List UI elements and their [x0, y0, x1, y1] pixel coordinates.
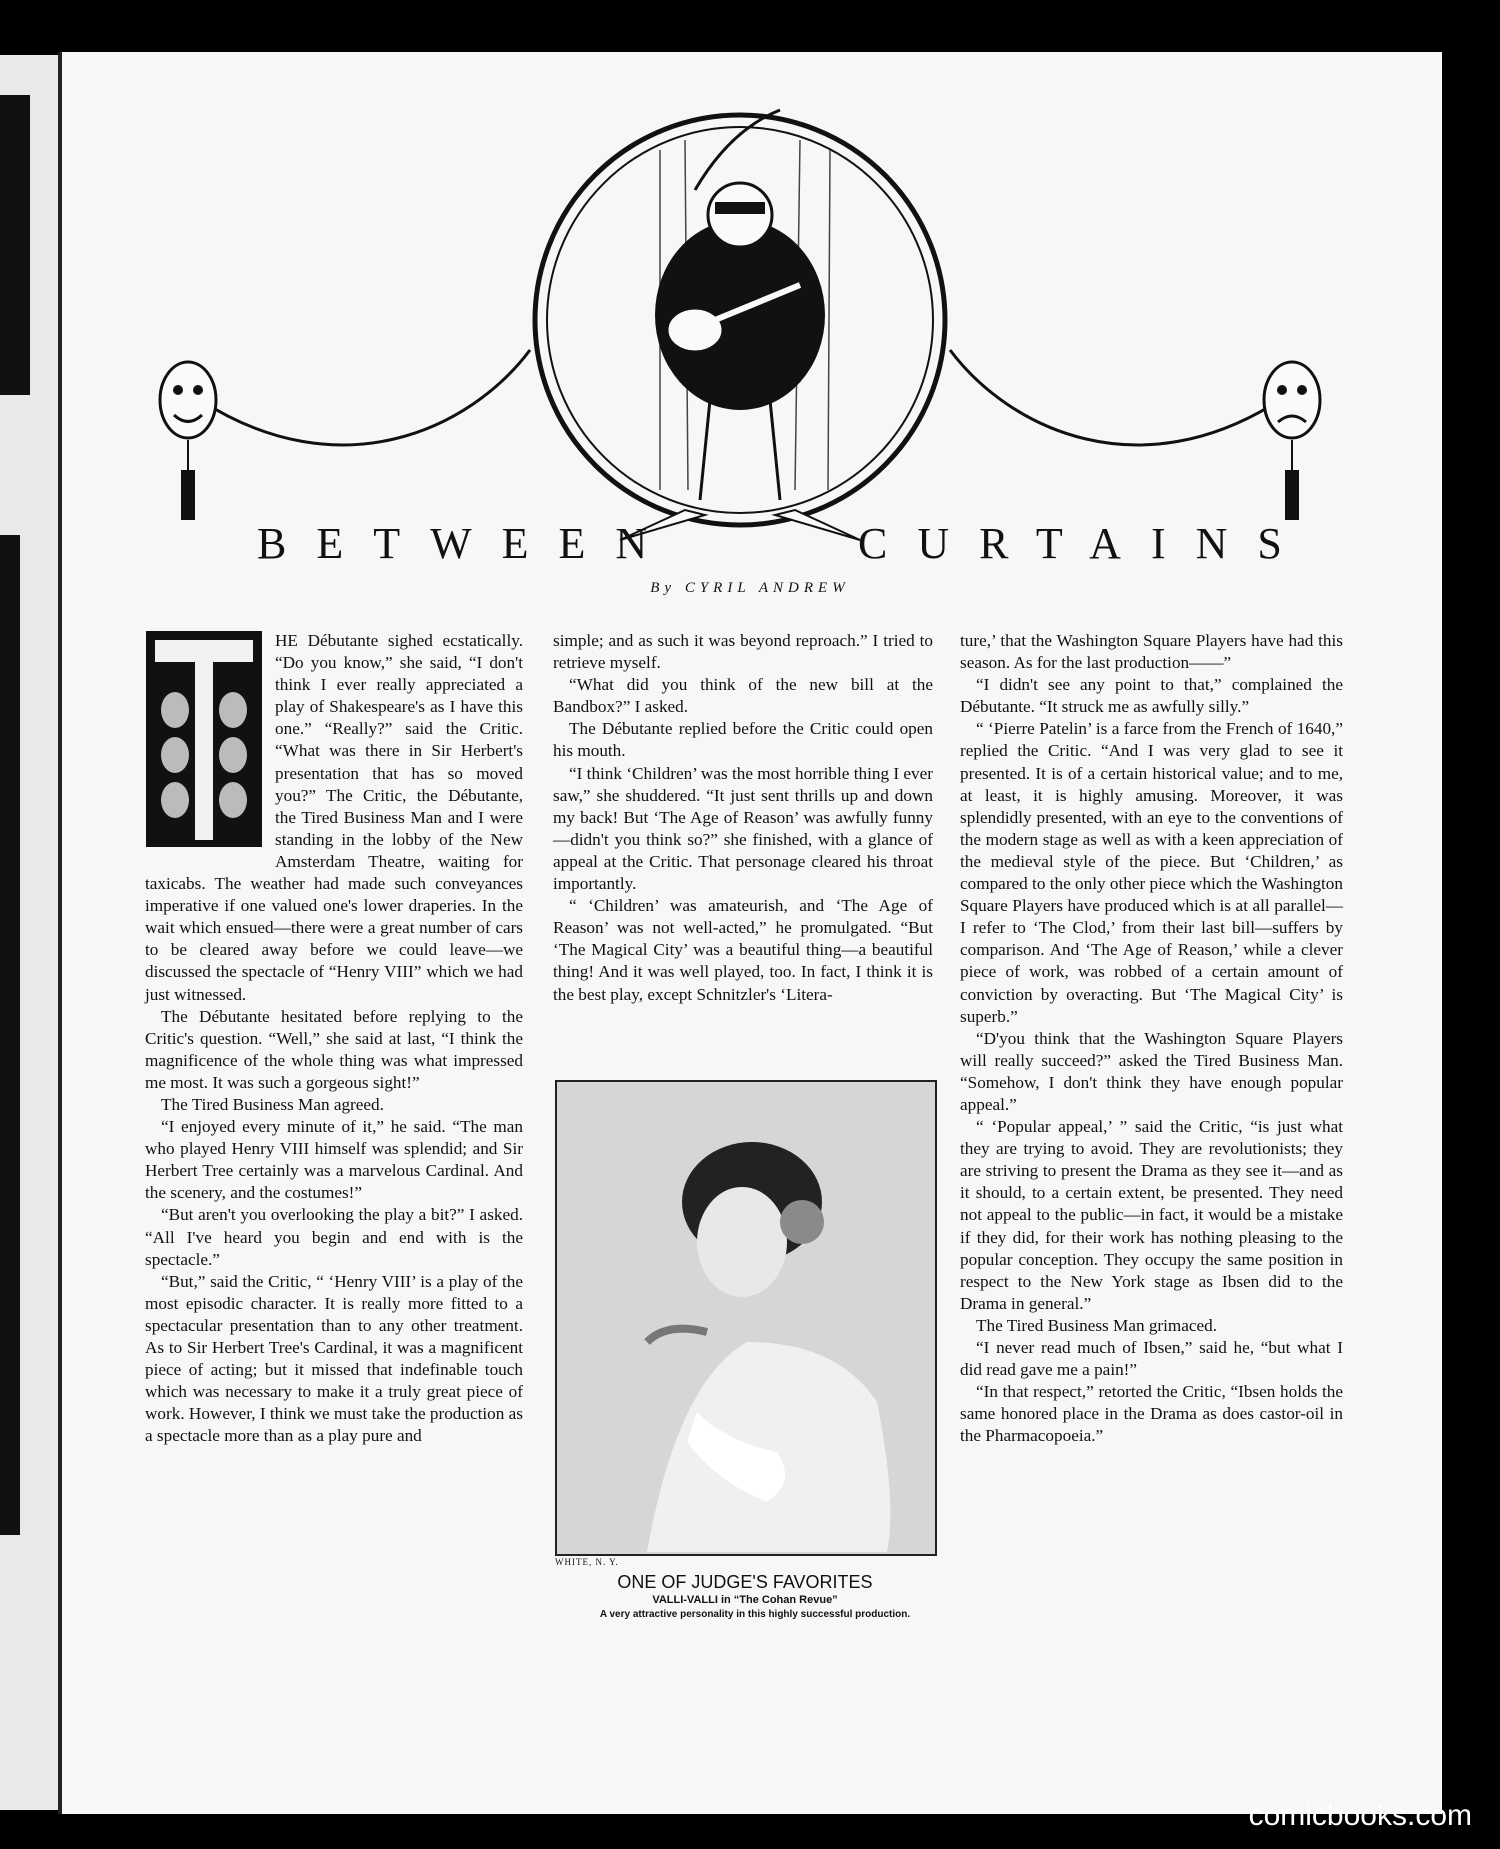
title-right: CURTAINS — [858, 519, 1312, 568]
caption-headline: ONE OF JUDGE'S FAVORITES — [617, 1572, 873, 1592]
paragraph: “But aren't you overlooking the play a bit?” I asked. “All I've heard you begin and end with is the spectacle.” — [145, 1205, 523, 1269]
paragraph: “In that respect,” retorted the Critic, “Ibsen holds the same honored place in the Drama as does castor-oil in the Pharmacopoeia.” — [960, 1382, 1343, 1446]
paragraph: “I didn't see any point to that,” complained the Débutante. “It struck me as awfully silly.” — [960, 675, 1343, 717]
paragraph: “D'you think that the Washington Square Players will really succeed?” asked the Tired Business Man. “Somehow, I don't think they have enough popular appeal.” — [960, 1028, 1343, 1114]
byline: By CYRIL ANDREW — [650, 580, 850, 596]
paragraph: “ ‘Pierre Patelin’ is a farce from the French of 1640,” replied the Critic. “And I was very glad to see it presented. It is of a certain historical value; and to me, at least, it is highly amusing. Moreover, it was splendidly presented, with an eye to the conventions of the modern stage as well as with a keen appreciation of the medieval style of the piece. But ‘Children,’ as compared to the only other piece which the Washington Square Players have produced which is at all parallel—I refer to ‘The Clod,’ from their last bill—suffers by comparison. And ‘The Age of Reason,’ while a clever piece of work, was robbed of a certain amount of conviction by overacting. But ‘The Magical City’ is superb.” — [960, 719, 1343, 1026]
paragraph: The Tired Business Man grimaced. — [976, 1315, 1218, 1335]
paragraph: “But,” said the Critic, “ ‘Henry VIII’ is a play of the most episodic character. It is really more fitted to a spectacular presentation than to any other treatment. As to Sir Herbert Tree's Cardinal, it was a magnificent piece of acting; but it missed that indefinable touch which was necessary to make it a truly great piece of work. However, I think we must take the production as a spectacle more than as a play pure and — [145, 1271, 523, 1446]
title-left: BETWEEN — [257, 519, 678, 568]
paragraph: ture,’ that the Washington Square Players have had this season. As for the last production——” — [960, 631, 1343, 673]
caption-subtitle: VALLI-VALLI in “The Cohan Revue” — [652, 1594, 838, 1606]
paragraph: “What did you think of the new bill at the Bandbox?” I asked. — [553, 675, 933, 717]
paragraph: The Tired Business Man agreed. — [161, 1094, 384, 1114]
paragraph: The Débutante replied before the Critic could open his mouth. — [553, 719, 933, 761]
paragraph: simple; and as such it was beyond reproach.” I tried to retrieve myself. — [553, 631, 933, 673]
column-1 — [145, 630, 523, 1447]
header-illustration — [140, 70, 1340, 590]
previous-page-edge — [0, 55, 58, 1810]
caption-description: A very attractive personality in this highly successful production. — [599, 1609, 911, 1620]
paragraph: HE Débutante sighed ecstatically. “Do you know,” she said, “I don't think I ever really appreciated a play of Shakespeare's as I have this one.” “Really?” said the Critic. “What was there in Sir Herbert's presentation that has so moved you?” The Critic, the Débutante, the Tired Business Man and I were standing in the lobby of the New Amsterdam Theatre, waiting for taxicabs. The weather had made such conveyances imperative if one valued one's lower draperies. In the wait which ensued—there were a great number of cars to be cleared away before we could leave—we discussed the spectacle of “Henry VIII” which we had just witnessed. — [145, 631, 523, 1004]
paragraph: “ ‘Popular appeal,’ ” said the Critic, “is just what they are trying to avoid. They are revolutionists; they are striving to present the Drama as they see it—and as it should, to a certain extent, be presented. They need not appeal to the public—in fact, it would be a mistake if they did, for their work has nothing pleasing to the popular conception. They occupy the same position in respect to the New York stage as Ibsen did to the Drama in general.” — [960, 1117, 1343, 1313]
column-2 — [553, 630, 933, 1006]
paragraph: “I enjoyed every minute of it,” he said. “The man who played Henry VIII himself was splendid; and Sir Herbert Tree certainly was a marvelous Cardinal. And the scenery, and the costumes!” — [145, 1117, 523, 1203]
paragraph: “I think ‘Children’ was the most horrible thing I ever saw,” she shuddered. “It just sent thrills up and down my back! But ‘The Age of Reason’ was awfully funny—didn't you think so?” she finished, with a glance of appeal at the Critic. That personage cleared his throat importantly. — [553, 763, 933, 894]
photo-credit: WHITE, N. Y. — [555, 1557, 619, 1567]
column-3 — [960, 630, 1343, 1447]
paragraph: “ ‘Children’ was amateurish, and ‘The Age of Reason’ was not well-acted,” he promulgated. “But ‘The Magical City’ was a beautiful thing—a beautiful thing! And it was well played, too. In fact, I think it is the best play, except Schnitzler's ‘Litera- — [553, 896, 933, 1004]
paragraph: “I never read much of Ibsen,” said he, “but what I did read gave me a pain!” — [960, 1338, 1343, 1380]
dropcap-t-icon — [145, 630, 263, 848]
paragraph: The Débutante hesitated before replying to the Critic's question. “Well,” she said at last, “I think the magnificence of the whole thing was what impressed me most. It was such a gorgeous sight!” — [145, 1006, 523, 1092]
portrait-photo — [555, 1080, 937, 1556]
watermark: comicbooks.com — [1248, 1799, 1472, 1832]
